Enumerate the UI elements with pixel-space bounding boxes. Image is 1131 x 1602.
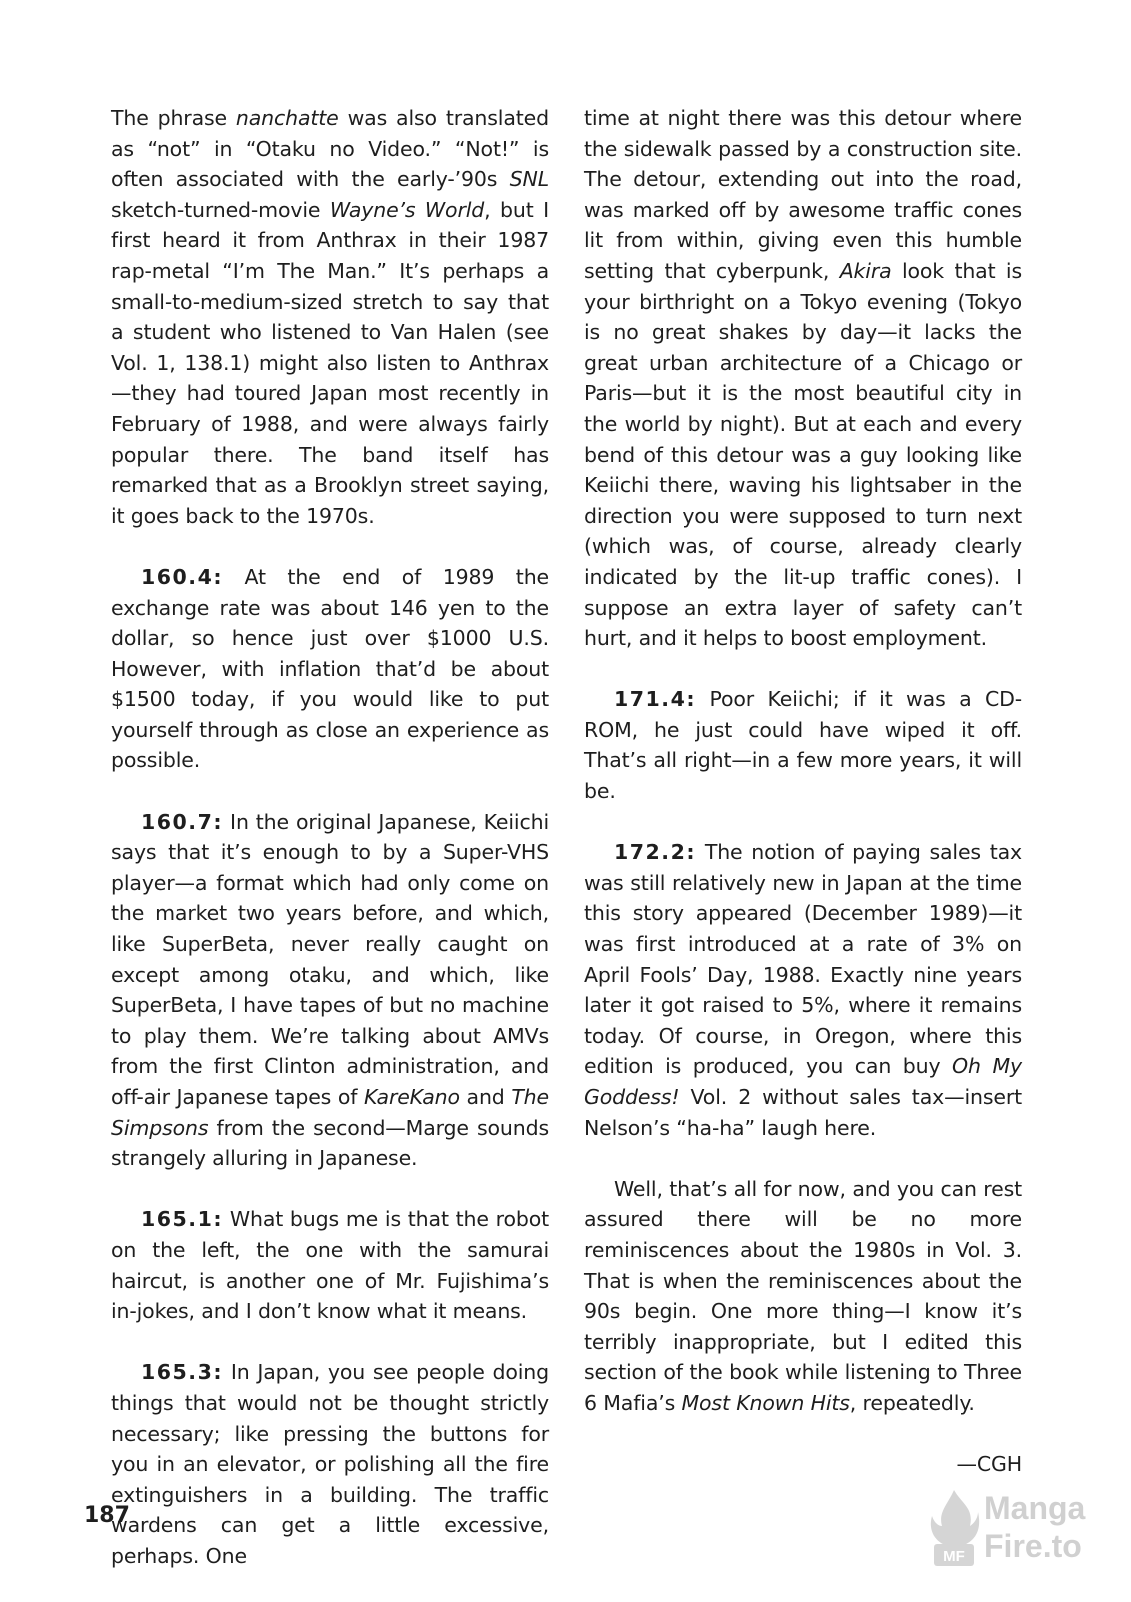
flame-logo-icon: [928, 1486, 980, 1568]
note-165-3: 165.3: In Japan, you see people doing things that would not be thought strictly necessary; like pressing the buttons for you in an elevator, or polishing all the fire extinguishers in a building. The traffic wardens can get a little excessive, perhaps. One: [111, 1360, 549, 1568]
note-160-7: 160.7: In the original Japanese, Keiichi says that it’s enough to by a Super-VHS player—a format which had only come on the market two years before, and which, like SuperBeta, never really caught on except among otaku, and which, like SuperBeta, I have tapes of but no machine to play them. We’re talking about AMVs from the first Clinton administration, and off-air Japanese tapes of KareKano and The Simpsons from the second—Marge sounds strangely alluring in Japanese.: [111, 809, 549, 1171]
note-171-4: 171.4: Poor Keiichi; if it was a CD-ROM, he just could have wiped it off. That’s all right—in a few more years, it will be.: [584, 687, 1022, 804]
paragraph-not-phrase: The phrase nanchatte was also translated as “not” in “Otaku no Video.” “Not!” is often associated with the early-’90s SNL sketch-turned-movie Wayne’s World, but I first heard it from Anthrax in their 1987 rap-metal “I’m The Man.” It’s perhaps a small-to-medium-sized stretch to say that a student who listened to Van Halen (see Vol. 1, 138.1) might also listen to Anthrax—they had toured Japan most recently in February of 1988, and were always fairly popular there. The band itself has remarked that as a Brooklyn street saying, it goes back to the 1970s.: [111, 106, 549, 528]
note-id: 171.4:: [614, 687, 697, 712]
note-id: 165.3:: [141, 1360, 224, 1385]
svg-text:MF: MF: [943, 1548, 965, 1565]
right-column: [584, 103, 1022, 1510]
signature: —CGH: [956, 1452, 1022, 1477]
left-column: [111, 103, 549, 1602]
note-id: 172.2:: [614, 840, 697, 865]
note-id: 165.1:: [141, 1207, 224, 1232]
watermark: [928, 1486, 1108, 1576]
paragraph-continuation: time at night there was this detour where the sidewalk passed by a construction site. The detour, extending out into the road, was marked off by awesome traffic cones lit from within, giving even this humble setting that cyberpunk, Akira look that is your birthright on a Tokyo evening (Tokyo is no great shakes by day—it lacks the great urban architecture of a Chicago or Paris—but it is the most beautiful city in the world by night). But at each and every bend of this detour was a guy looking like Keiichi there, waving his lightsaber in the direction you were supposed to turn next (which was, of course, already clearly indicated by the lit-up traffic cones). I suppose an extra layer of safety can’t hurt, and it helps to boost employment.: [584, 106, 1022, 651]
watermark-line-2: Fire.to: [984, 1528, 1082, 1564]
page-number: 187: [84, 1503, 130, 1528]
note-165-1: 165.1: What bugs me is that the robot on the left, the one with the samurai haircut, is another one of Mr. Fujishima’s in-jokes, and I don’t know what it means.: [111, 1207, 549, 1324]
watermark-line-1: Manga: [984, 1490, 1086, 1526]
note-id: 160.4:: [141, 564, 224, 589]
note-172-2: 172.2: The notion of paying sales tax was still relatively new in Japan at the time this story appeared (December 1989)—it was first introduced at a rate of 3% on April Fools’ Day, 1988. Exactly nine years later it got raised to 5%, where it remains today. Of course, in Oregon, where this edition is produced, you can buy Oh My Goddess! Vol. 2 without sales tax—insert Nelson’s “ha-ha” laugh here.: [584, 840, 1022, 1140]
closing-paragraph: Well, that’s all for now, and you can rest assured there will be no more reminiscences about the 1980s in Vol. 3. That is when the reminiscences about the 90s begin. One more thing—I know it’s terribly inappropriate, but I edited this section of the book while listening to Three 6 Mafia’s Most Known Hits, repeatedly.: [584, 1176, 1022, 1415]
note-id: 160.7:: [141, 809, 224, 834]
note-160-4: 160.4: At the end of 1989 the exchange rate was about 146 yen to the dollar, so hence just over $1000 U.S. However, with inflation that’d be about $1500 today, if you would like to put yourself through as close an experience as possible.: [111, 564, 549, 773]
